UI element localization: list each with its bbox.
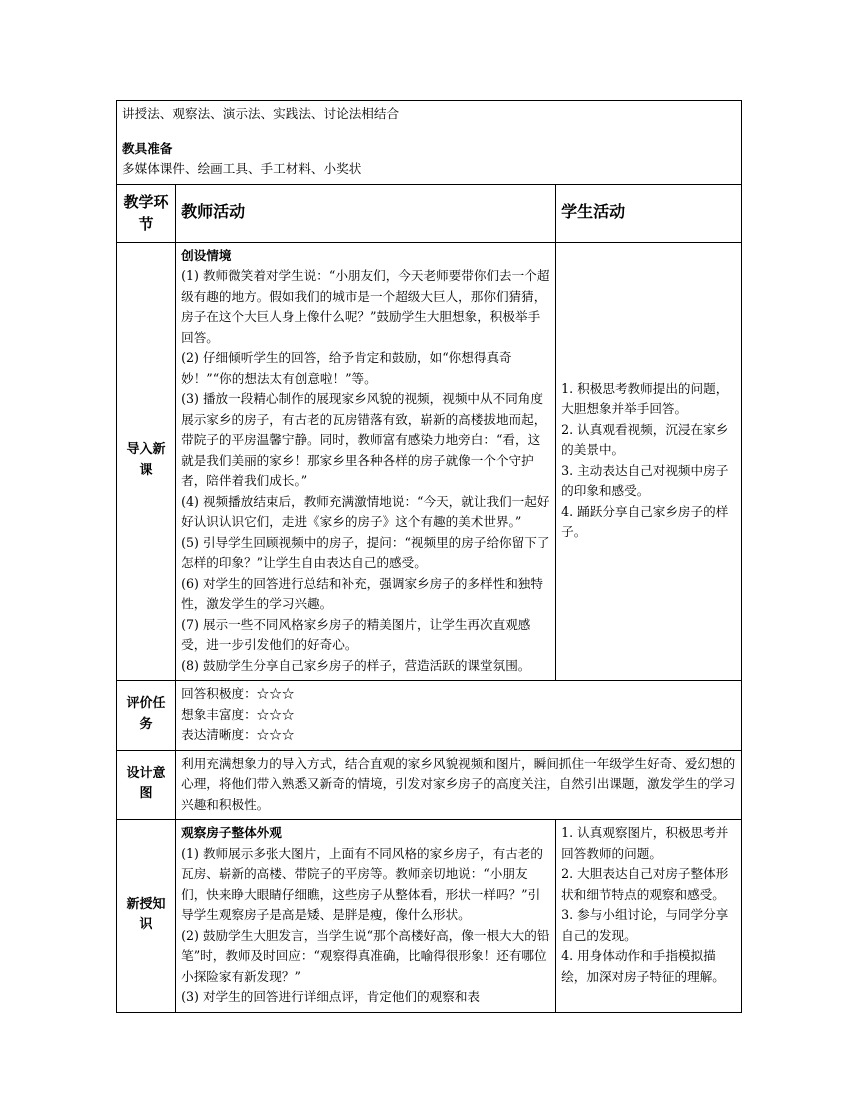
evaluation-item: 想象丰富度：☆☆☆ (181, 706, 295, 722)
newlesson-teacher-item: (1) 教师展示多张大图片，上面有不同风格的家乡房子，有古老的瓦房、崭新的高楼、带院子的平房等。教师亲切地说：“小朋友们，快来睁大眼睛仔细瞧，这些房子从整体看，形状一样吗？”引导学生观察房子是高是矮、是胖是瘦，像什么形状。 (181, 845, 543, 922)
newlesson-student-item: 4. 用身体动作和手指模拟描绘，加深对房子特征的理解。 (561, 948, 725, 984)
intro-teacher-item: (1) 教师微笑着对学生说：“小朋友们，今天老师要带你们去一个超级有趣的地方。假如我们的城市是一个超级大巨人，那你们猜猜，房子在这个大巨人身上像什么呢？”鼓励学生大胆想象，积极举手回答。 (181, 268, 550, 345)
evaluation-item: 表达清晰度：☆☆☆ (181, 727, 295, 742)
intro-heading: 创设情境 (181, 247, 232, 263)
newlesson-teacher-item: (3) 对学生的回答进行详细点评，肯定他们的观察和表 (181, 989, 481, 1004)
intro-student-cell (556, 242, 742, 681)
newlesson-student-item: 1. 认真观察图片，积极思考并回答教师的问题。 (561, 825, 729, 861)
intro-student-item: 4. 踊跃分享自己家乡房子的样子。 (561, 503, 729, 540)
newlesson-teacher-cell (176, 820, 556, 1013)
intro-teacher-item: (7) 展示一些不同风格家乡房子的精美图片，让学生再次直观感受，进一步引发他们的好奇心。 (181, 616, 531, 652)
newlesson-student-item: 3. 参与小组讨论，与同学分享自己的发现。 (561, 907, 729, 943)
lesson-plan-sheet (116, 100, 742, 1013)
intro-row (117, 242, 742, 681)
intro-teacher-cell (176, 242, 556, 681)
design-label: 设计意图 (117, 750, 176, 820)
intro-teacher-item: (8) 鼓励学生分享自己家乡房子的样子，营造活跃的课堂氛围。 (181, 657, 531, 673)
intro-student-item: 1. 积极思考教师提出的问题，大胆想象并举手回答。 (561, 380, 729, 417)
newlesson-heading: 观察房子整体外观 (181, 825, 282, 840)
header-stage (117, 184, 176, 242)
methods-cell (117, 101, 742, 185)
lesson-plan-table (116, 100, 742, 1013)
header-row (117, 184, 742, 242)
teaching-methods-text: 讲授法、观察法、演示法、实践法、讨论法相结合 (122, 106, 400, 121)
evaluation-cell (176, 681, 742, 751)
evaluation-row (117, 681, 742, 751)
tools-text: 多媒体课件、绘画工具、手工材料、小奖状 (122, 161, 362, 176)
evaluation-item: 回答积极度：☆☆☆ (181, 686, 295, 701)
newlesson-student-cell (556, 820, 742, 1013)
intro-teacher-item: (6) 对学生的回答进行总结和补充，强调家乡房子的多样性和独特性，激发学生的学习兴趣。 (181, 575, 543, 611)
design-text: 利用充满想象力的导入方式，结合直观的家乡风貌视频和图片，瞬间抓住一年级学生好奇、爱幻想的心理，将他们带入熟悉又新奇的情境，引发对家乡房子的高度关注，自然引出课题，激发学生的学习兴趣和积极性。 (176, 750, 742, 820)
tools-heading: 教具准备 (122, 140, 173, 156)
header-teacher: 教师活动 (176, 184, 556, 242)
intro-student-item: 3. 主动表达自己对视频中房子的印象和感受。 (561, 462, 729, 499)
evaluation-label: 评价任务 (117, 681, 176, 751)
intro-teacher-item: (4) 视频播放结束后，教师充满激情地说：“今天，就让我们一起好好认识认识它们，走进《家乡的房子》这个有趣的美术世界。” (181, 493, 550, 529)
intro-teacher-item: (2) 仔细倾听学生的回答，给予肯定和鼓励，如“你想得真奇妙！”“你的想法太有创意啦！”等。 (181, 350, 512, 386)
header-student: 学生活动 (556, 184, 742, 242)
intro-teacher-item: (3) 播放一段精心制作的展现家乡风貌的视频，视频中从不同角度展示家乡的房子，有古老的瓦房错落有致，崭新的高楼拔地而起，带院子的平房温馨宁静。同时，教师富有感染力地旁白：“看，这就是我们美丽的家乡！那家乡里各种各样的房子就像一个个守护者，陪伴着我们成长。” (181, 391, 547, 488)
newlesson-student-item: 2. 大胆表达自己对房子整体形状和细节特点的观察和感受。 (561, 866, 729, 902)
intro-student-item: 2. 认真观看视频，沉浸在家乡的美景中。 (561, 421, 729, 458)
methods-row (117, 101, 742, 185)
header-stage-text: 教学环节 (123, 192, 169, 233)
newlesson-row (117, 820, 742, 1013)
newlesson-label: 新授知识 (117, 820, 176, 1013)
intro-teacher-item: (5) 引导学生回顾视频中的房子，提问：“视频里的房子给你留下了怎样的印象？”让学生自由表达自己的感受。 (181, 534, 550, 570)
design-row (117, 750, 742, 820)
intro-label: 导入新课 (117, 242, 176, 681)
newlesson-teacher-item: (2) 鼓励学生大胆发言，当学生说“那个高楼好高，像一根大大的铅笔”时，教师及时回应：“观察得真准确，比喻得很形象！还有哪位小探险家有新发现？” (181, 927, 550, 984)
